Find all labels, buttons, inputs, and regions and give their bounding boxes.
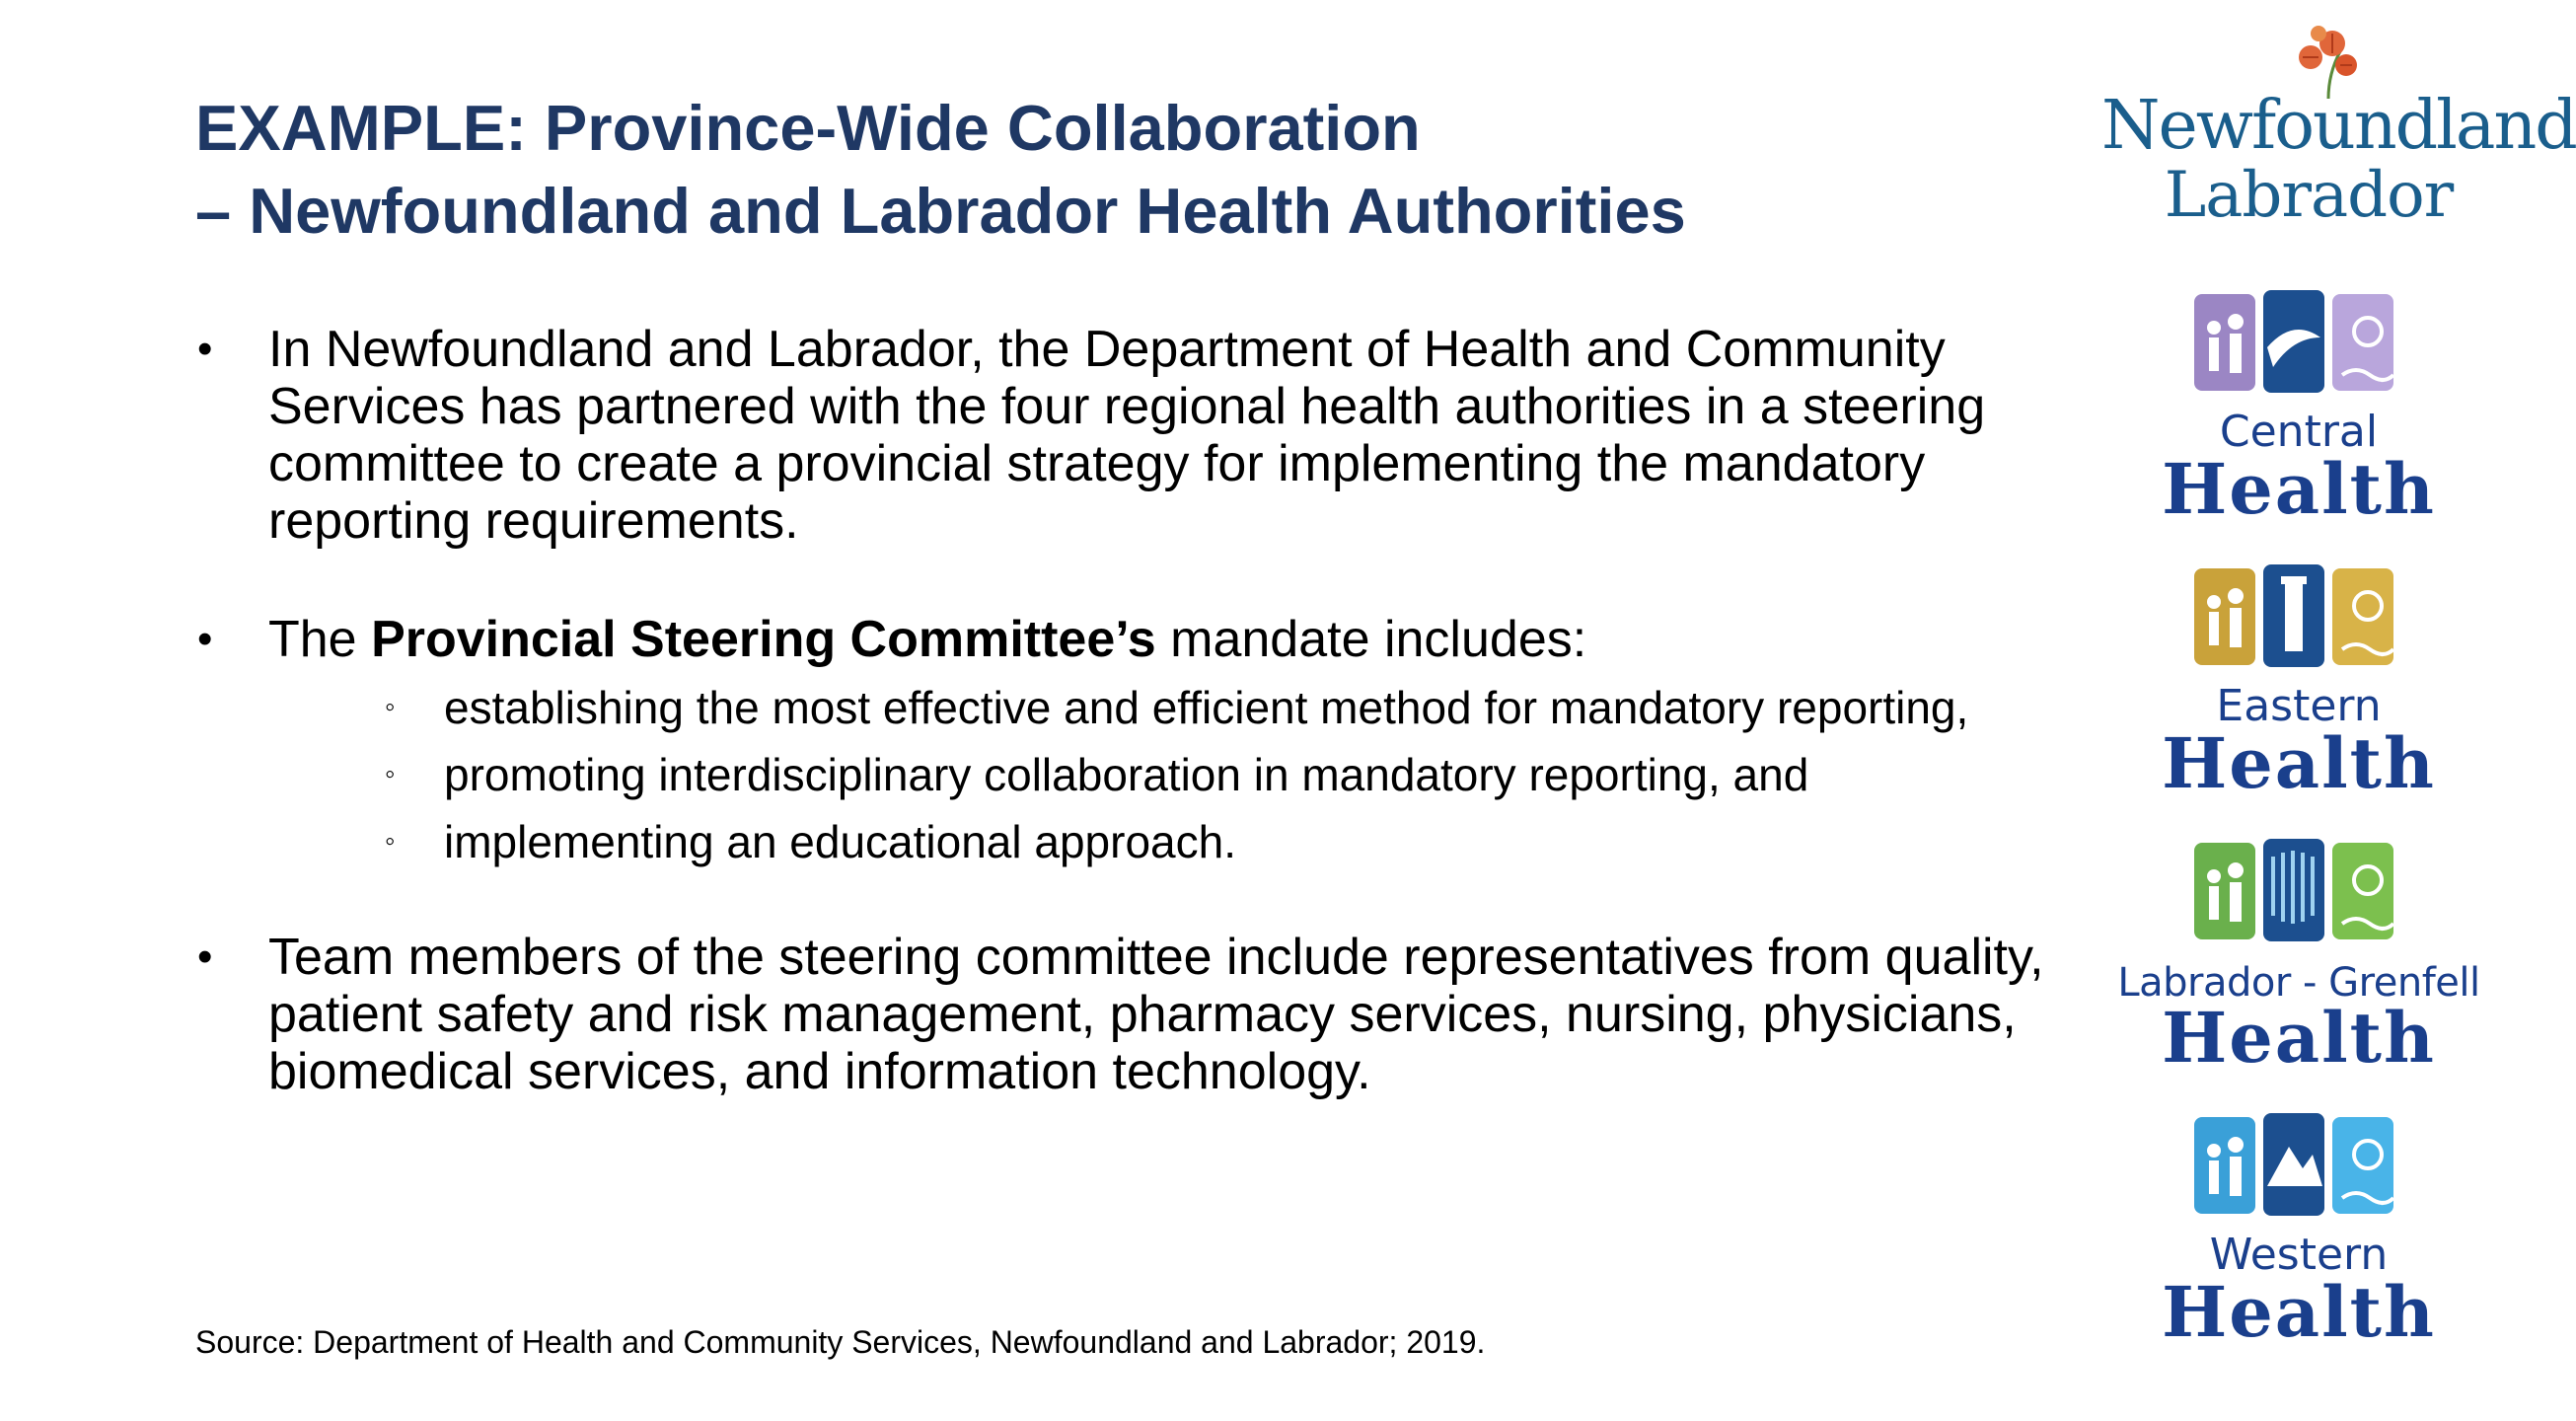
authority-name: Labrador - Grenfell (2117, 960, 2480, 1006)
bullet-text-suffix: mandate includes: (1155, 611, 1587, 668)
title-line-1: EXAMPLE: Province-Wide Collaboration (195, 92, 1421, 164)
slide-body (197, 321, 2052, 1161)
authority-name: Central (2219, 407, 2379, 457)
sub-bullet-item (385, 682, 2052, 733)
bullet-item (197, 321, 2052, 550)
bullet-text-prefix: The (268, 611, 372, 668)
bullet-glyph: • (197, 615, 213, 663)
authority-name: Eastern (2216, 681, 2382, 731)
title-line-2: – Newfoundland and Labrador Health Authorities (195, 175, 1686, 247)
logo-word-labrador: Labrador (2164, 159, 2454, 232)
bullet-item (197, 611, 2052, 668)
bullet-text: In Newfoundland and Labrador, the Department of Health and Community Services has partnered with the four regional health authorities in a steering committee to create a provincial strategy for implementing the mandatory reporting requirements. (268, 321, 1986, 550)
bullet-item (197, 929, 2052, 1100)
sub-bullet-item (385, 816, 2052, 867)
bullet-text: Team members of the steering committee include representatives from quality, patient safety and risk management, pharmacy services, nursing, physicians, biomedical services, and information technology. (268, 929, 2044, 1100)
sub-bullet-text: implementing an educational approach. (444, 816, 1236, 867)
sub-bullet-text: promoting interdisciplinary collaboration in mandatory reporting, and (444, 749, 1809, 800)
sub-bullet-list (385, 682, 2052, 867)
family-lighthouse-sun-icon (2194, 562, 2395, 671)
bullet-text-bold: Provincial Steering Committee’s (371, 611, 1156, 668)
newfoundland-labrador-logo (2101, 18, 2576, 245)
sub-bullet-item (385, 749, 2052, 800)
family-mountain-sun-icon (2194, 1111, 2395, 1220)
family-wave-sun-icon (2194, 288, 2395, 397)
sub-bullet-glyph: ◦ (385, 758, 396, 790)
logo-word-newfoundland: Newfoundland (2101, 87, 2576, 165)
slide-title (195, 87, 2070, 253)
logo-column (2092, 0, 2576, 1421)
sub-bullet-text: establishing the most effective and efficient method for mandatory reporting, (444, 682, 1969, 733)
authority-health-word: Health (2162, 722, 2436, 804)
authority-name: Western (2209, 1230, 2389, 1280)
bullet-glyph: • (197, 325, 213, 373)
authority-health-word: Health (2162, 1271, 2436, 1353)
source-citation: Source: Department of Health and Community Services, Newfoundland and Labrador; 2019. (195, 1324, 1486, 1360)
family-aurora-sun-icon (2194, 837, 2395, 945)
sub-bullet-glyph: ◦ (385, 691, 396, 723)
sub-bullet-glyph: ◦ (385, 825, 396, 858)
authority-health-word: Health (2162, 997, 2436, 1079)
bullet-glyph: • (197, 933, 213, 981)
authority-health-word: Health (2162, 448, 2436, 530)
